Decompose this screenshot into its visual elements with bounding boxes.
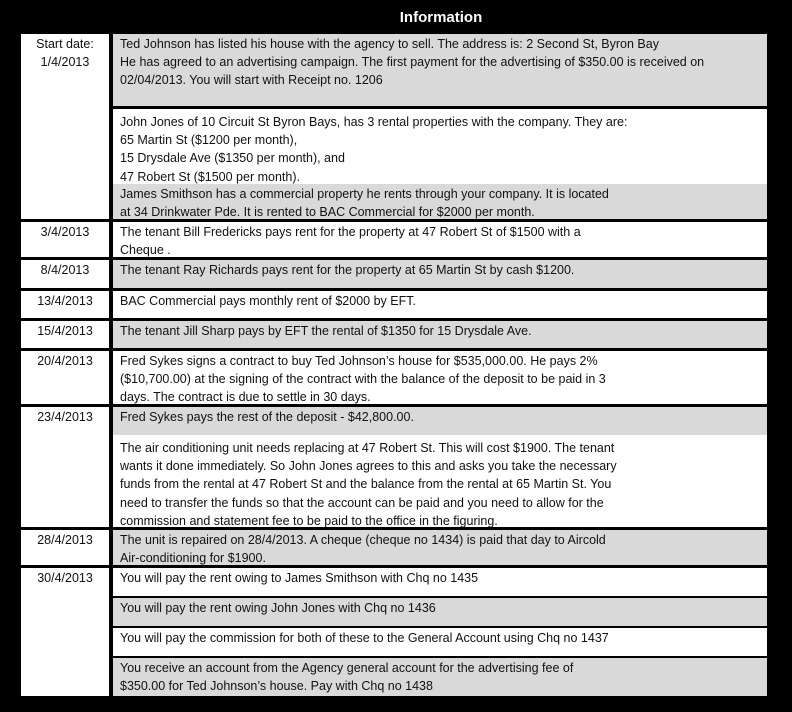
table-header: Information: [399, 9, 483, 26]
info-row-14: You will pay the commission for both of these to the General Account using Chq no 1437: [113, 628, 767, 656]
info-row-3: James Smithson has a commercial property he rents through your company. It is located at 34 Drinkwater Pde. It is rented to BAC Commercial for $2000 per month.: [113, 184, 767, 219]
info-row-7: The tenant Jill Sharp pays by EFT the rental of $1350 for 15 Drysdale Ave.: [113, 321, 767, 348]
info-row-8: Fred Sykes signs a contract to buy Ted Johnson’s house for $535,000.00. He pays 2% ($10,700.00) at the signing of the contract with the balance of the deposit to be paid in 3 days. The contract is due to settle in 30 days.: [113, 351, 767, 404]
date-cell-28-4: 28/4/2013: [21, 530, 109, 565]
info-row-10: The air conditioning unit needs replacing at 47 Robert St. This will cost $1900. The tenant wants it done immediately. So John Jones agrees to this and asks you take the necessary funds from the rental at 47 Robert St and the balance from the rental at 65 Martin St. You need to transfer the funds so that the account can be paid and you need to allow for the commission and statement fee to be paid to the office in the figuring.: [113, 435, 767, 527]
date-cell-23-4: 23/4/2013: [21, 407, 109, 527]
date-cell-15-4: 15/4/2013: [21, 321, 109, 348]
info-row-13: You will pay the rent owing John Jones with Chq no 1436: [113, 598, 767, 626]
date-cell-30-4: 30/4/2013: [21, 568, 109, 696]
date-cell-start: [21, 34, 109, 219]
date-cell-20-4: 20/4/2013: [21, 351, 109, 404]
info-row-2: John Jones of 10 Circuit St Byron Bays, has 3 rental properties with the company. They are: 65 Martin St ($1200 per month), 15 Drysdale Ave ($1350 per month), and 47 Robert St ($1500 per month).: [113, 109, 767, 184]
information-table: [20, 4, 770, 698]
info-row-9: Fred Sykes pays the rest of the deposit - $42,800.00.: [113, 407, 767, 435]
info-row-6: BAC Commercial pays monthly rent of $2000 by EFT.: [113, 291, 767, 318]
info-row-15: You receive an account from the Agency general account for the advertising fee of $350.00 for Ted Johnson’s house. Pay with Chq no 1438: [113, 658, 767, 696]
info-row-1: Ted Johnson has listed his house with the agency to sell. The address is: 2 Second St, Byron Bay He has agreed to an advertising campaign. The first payment for the advertising of $350.00 is received on 02/04/2013. You will start with Receipt no. 1206: [113, 34, 767, 106]
info-row-5: The tenant Ray Richards pays rent for the property at 65 Martin St by cash $1200.: [113, 260, 767, 288]
start-date-value: 1/4/2013: [40, 55, 90, 69]
start-date-label: Start date:: [36, 37, 94, 51]
date-cell-13-4: 13/4/2013: [21, 291, 109, 318]
date-cell-3-4: 3/4/2013: [21, 222, 109, 257]
date-cell-8-4: 8/4/2013: [21, 260, 109, 288]
info-row-12: You will pay the rent owing to James Smithson with Chq no 1435: [113, 568, 767, 596]
info-row-4: The tenant Bill Fredericks pays rent for the property at 47 Robert St of $1500 with a Cheque .: [113, 222, 767, 257]
info-row-11: The unit is repaired on 28/4/2013. A cheque (cheque no 1434) is paid that day to Aircold Air-conditioning for $1900.: [113, 530, 767, 565]
